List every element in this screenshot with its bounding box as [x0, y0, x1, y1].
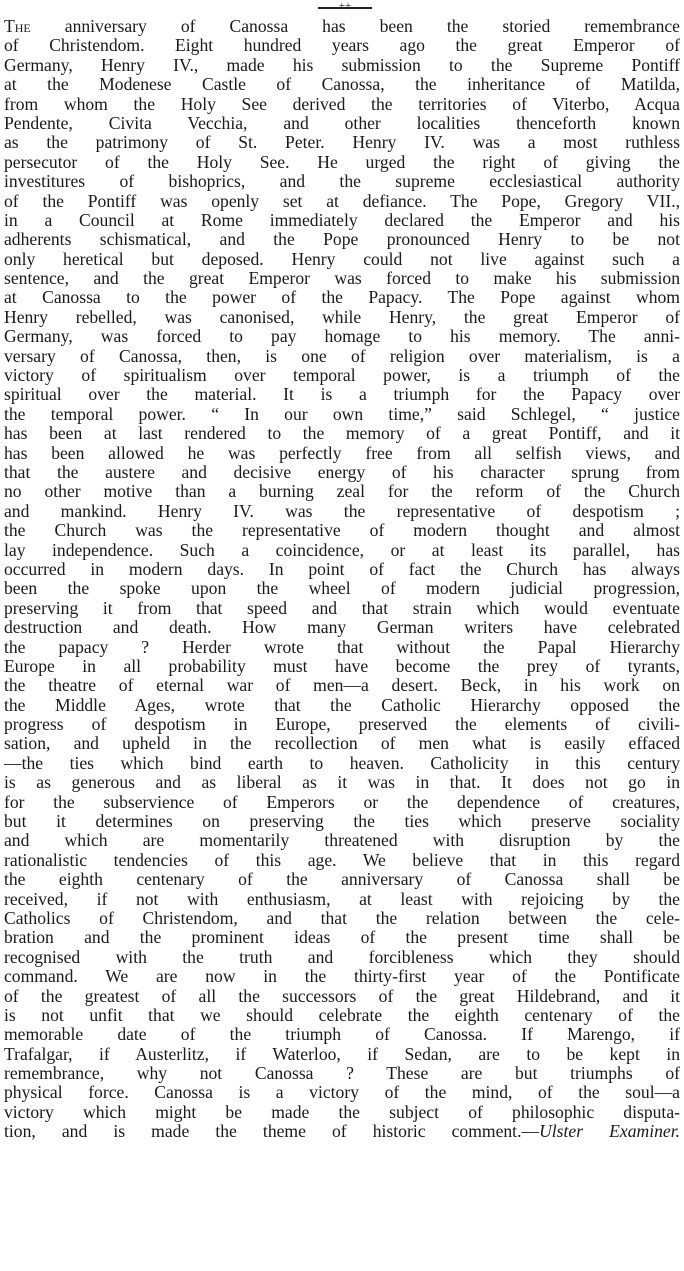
article-line: lay independence. Such a coincidence, or at least its parallel, has	[4, 540, 680, 560]
article-line: —the ties which bind earth to heaven. Catholicity in this century	[4, 753, 680, 773]
article-line: is as generous and as liberal as it was in that. It does not go in	[4, 773, 680, 793]
article-line: the eighth centenary of the anniversary of Canossa shall be	[4, 870, 680, 890]
article-line: sentence, and the great Emperor was forced to make his submission	[4, 269, 680, 289]
article-line: the temporal power. “ In our own time,” said Schlegel, “ justice	[4, 404, 680, 424]
article-final-line	[4, 1122, 680, 1141]
article-line: but it determines on preserving the ties which preserve sociality	[4, 812, 680, 832]
article-line: persecutor of the Holy See. He urged the right of giving the	[4, 152, 680, 172]
article-line: at Canossa to the power of the Papacy. The Pope against whom	[4, 288, 680, 308]
article-line: command. We are now in the thirty-first year of the Pontificate	[4, 967, 680, 987]
article-line: the papacy ? Herder wrote that without the Papal Hierarchy	[4, 637, 680, 657]
article-line: been the spoke upon the wheel of modern judicial progression,	[4, 579, 680, 599]
article-line: and which are momentarily threatened with disruption by the	[4, 831, 680, 851]
article-line: the Church was the representative of modern thought and almost	[4, 521, 680, 541]
article-line: remembrance, why not Canossa ? These are but triumphs of	[4, 1064, 680, 1084]
article-line: victory of spiritualism over temporal power, is a triumph of the	[4, 366, 680, 386]
article-line: and mankind. Henry IV. was the representative of despotism ;	[4, 501, 680, 521]
article-line: rationalistic tendencies of this age. We believe that in this regard	[4, 850, 680, 870]
article-line: memorable date of the triumph of Canossa. If Marengo, if	[4, 1025, 680, 1045]
article-line: Germany, Henry IV., made his submission to the Supreme Pontiff	[4, 55, 680, 75]
article-line: Pendente, Civita Vecchia, and other localities thenceforth known	[4, 113, 680, 133]
article-line: spiritual over the material. It is a triumph for the Papacy over	[4, 385, 680, 405]
section-divider	[318, 0, 372, 12]
divider-ornament: ++	[338, 0, 352, 12]
article-line: The anniversary of Canossa has been the storied remembrance	[4, 17, 680, 36]
source-attribution: Ulster Examiner.	[539, 1122, 680, 1142]
article-line: physical force. Canossa is a victory of the mind, of the soul—a	[4, 1083, 680, 1103]
article-line: for the subservience of Emperors or the dependence of creatures,	[4, 792, 680, 812]
article-line: adherents schismatical, and the Pope pronounced Henry to be not	[4, 230, 680, 250]
opening-word: The	[4, 17, 31, 36]
newspaper-column	[4, 0, 680, 1271]
article-line: Europe in all probability must have become the prey of tyrants,	[4, 656, 680, 676]
article-line: of the greatest of all the successors of the great Hildebrand, and it	[4, 986, 680, 1006]
article-line: the Middle Ages, wrote that the Catholic Hierarchy opposed the	[4, 695, 680, 715]
article-line: has been allowed he was perfectly free from all selfish views, and	[4, 443, 680, 463]
article-line: destruction and death. How many German writers have celebrated	[4, 618, 680, 638]
article-line: of Christendom. Eight hundred years ago the great Emperor of	[4, 36, 680, 56]
article-line: of the Pontiff was openly set at defiance. The Pope, Gregory VII.,	[4, 191, 680, 211]
article-line: from whom the Holy See derived the territories of Viterbo, Acqua	[4, 94, 680, 114]
article-line: Catholics of Christendom, and that the relation between the cele-	[4, 908, 680, 928]
article-line: sation, and upheld in the recollection of men what is easily effaced	[4, 734, 680, 754]
article-line: Trafalgar, if Austerlitz, if Waterloo, if Sedan, are to be kept in	[4, 1044, 680, 1064]
article-line: no other motive than a burning zeal for the reform of the Church	[4, 482, 680, 502]
article-line: versary of Canossa, then, is one of religion over materialism, is a	[4, 346, 680, 366]
article-final-text: tion, and is made the theme of historic comment.—	[4, 1122, 540, 1142]
article-line: victory which might be made the subject of philosophic disputa-	[4, 1102, 680, 1122]
article-line: in a Council at Rome immediately declared the Emperor and his	[4, 210, 680, 230]
article-line: preserving it from that speed and that strain which would eventuate	[4, 598, 680, 618]
article-line: received, if not with enthusiasm, at least with rejoicing by the	[4, 889, 680, 909]
article-body	[4, 17, 680, 1142]
article-line: Germany, was forced to pay homage to his memory. The anni-	[4, 327, 680, 347]
article-line: only heretical but deposed. Henry could not live against such a	[4, 249, 680, 269]
article-line: at the Modenese Castle of Canossa, the inheritance of Matilda,	[4, 75, 680, 95]
article-line: is not unfit that we should celebrate the eighth centenary of the	[4, 1005, 680, 1025]
article-line: investitures of bishoprics, and the supreme ecclesiastical authority	[4, 172, 680, 192]
article-line: has been at last rendered to the memory of a great Pontiff, and it	[4, 424, 680, 444]
article-line: occurred in modern days. In point of fact the Church has always	[4, 559, 680, 579]
article-line: the theatre of eternal war of men—a desert. Beck, in his work on	[4, 676, 680, 696]
article-line: that the austere and decisive energy of his character sprung from	[4, 462, 680, 482]
article-line: progress of despotism in Europe, preserved the elements of civili-	[4, 715, 680, 735]
article-line: bration and the prominent ideas of the present time shall be	[4, 928, 680, 948]
article-line: as the patrimony of St. Peter. Henry IV. was a most ruthless	[4, 133, 680, 153]
article-line: recognised with the truth and forcibleness which they should	[4, 947, 680, 967]
article-line: Henry rebelled, was canonised, while Henry, the great Emperor of	[4, 307, 680, 327]
